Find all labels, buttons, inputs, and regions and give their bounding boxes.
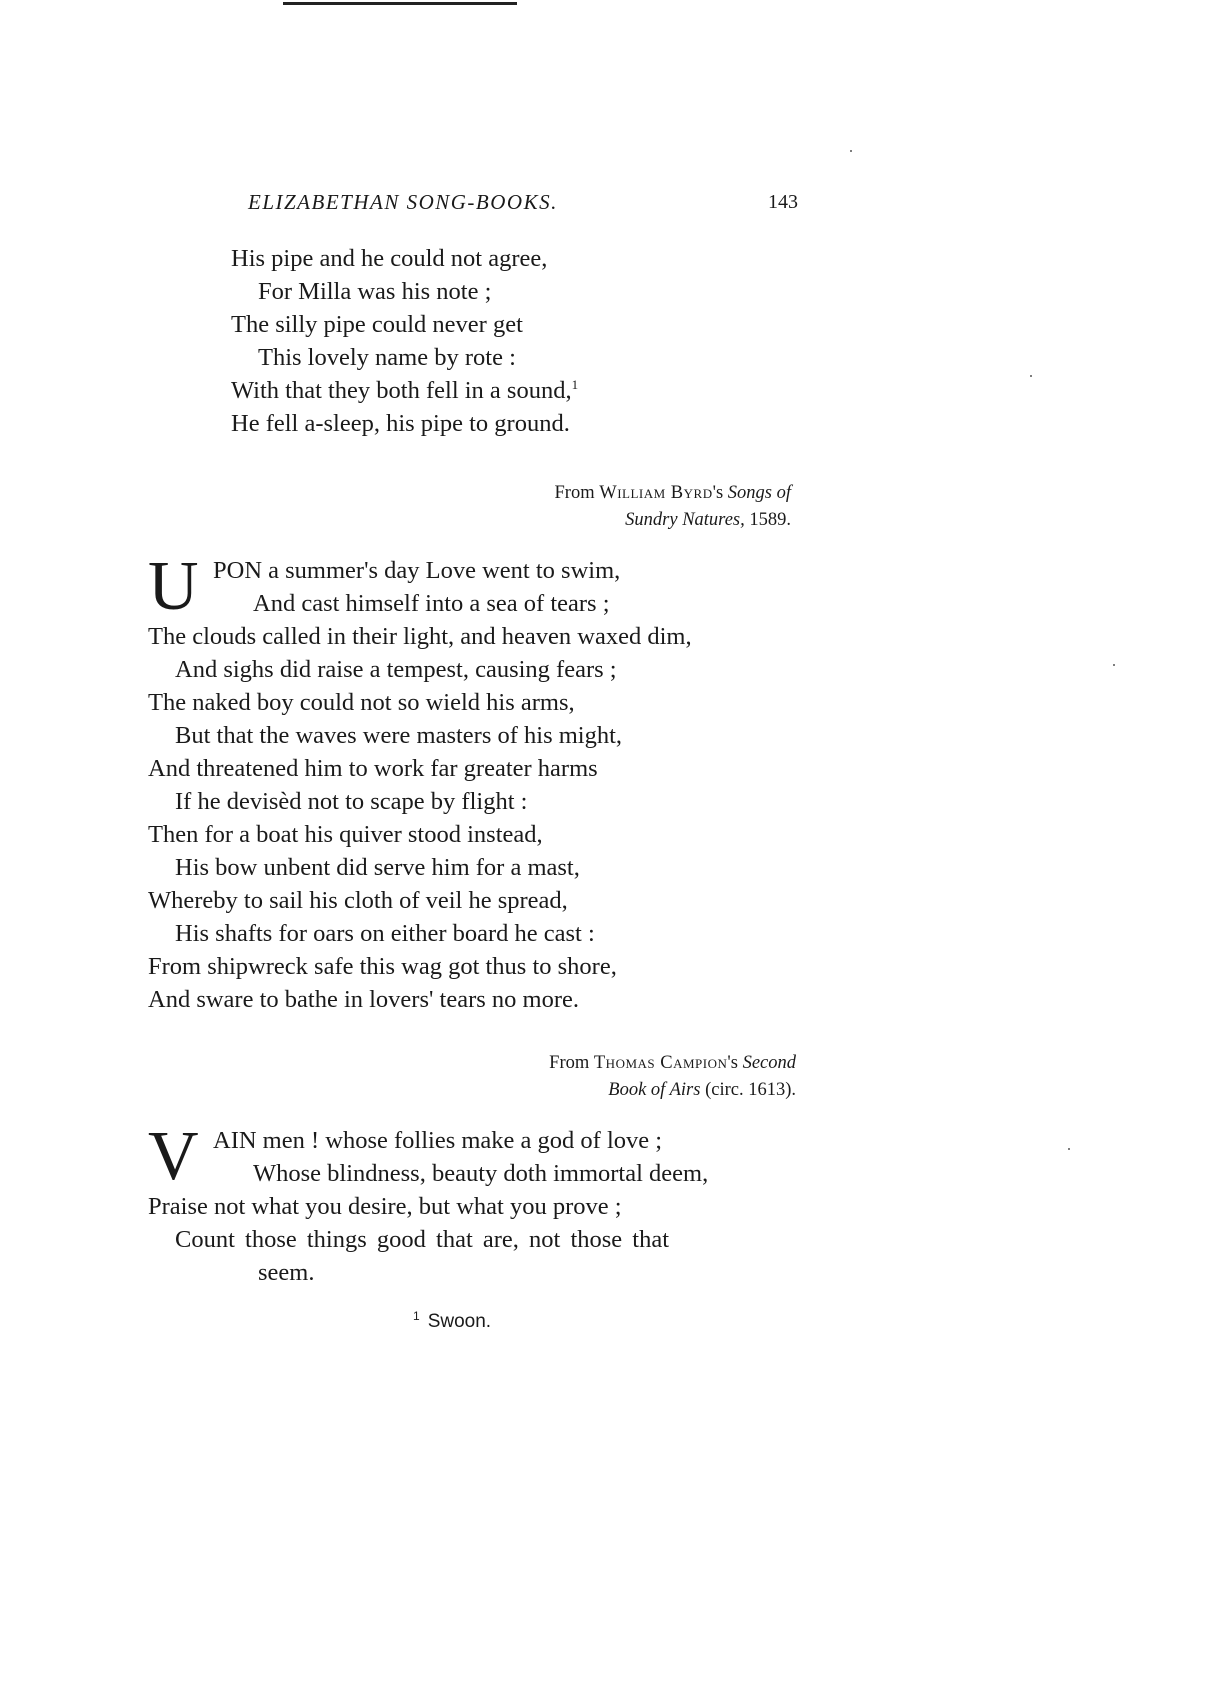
verse-line: PON a summer's day Love went to swim, <box>213 557 621 584</box>
source-line <box>555 480 791 507</box>
verse-line: For Milla was his note ; <box>258 278 492 305</box>
verse-line: And sware to bathe in lovers' tears no more. <box>148 986 579 1013</box>
footnote <box>413 1308 492 1333</box>
verse-line <box>148 1223 708 1256</box>
verse-line <box>231 374 578 407</box>
verse-line: If he devisèd not to scape by flight : <box>175 788 528 815</box>
footnote-mark: 1 <box>413 1308 420 1323</box>
verse-line: The clouds called in their light, and heaven waxed dim, <box>148 623 692 650</box>
source-from: From <box>554 483 595 503</box>
footnote-text: Swoon. <box>427 1311 492 1332</box>
drop-cap: U <box>148 548 199 625</box>
source-attribution-byrd <box>555 480 791 534</box>
source-from: From <box>549 1053 590 1073</box>
verse-line: This lovely name by rote : <box>258 344 516 371</box>
running-head <box>248 190 798 220</box>
verse-line: Praise not what you desire, but what you prove ; <box>148 1193 622 1220</box>
page-number: 143 <box>768 191 798 213</box>
verse-line-text: With that they both fell in a sound, <box>231 377 572 404</box>
verse-line: His bow unbent did serve him for a mast, <box>175 854 580 881</box>
source-year: 1589. <box>749 510 791 530</box>
source-work: Book of Airs <box>608 1080 701 1100</box>
source-author: William Byrd <box>599 483 713 503</box>
poem-2 <box>148 548 692 1016</box>
source-line <box>555 507 791 534</box>
verse-line: Whose blindness, beauty doth immortal deem, <box>253 1160 709 1187</box>
source-date: (circ. 1613). <box>705 1080 796 1100</box>
top-rule <box>283 2 517 5</box>
page-speck <box>850 150 852 152</box>
footnote-reference: 1 <box>571 376 579 392</box>
verse-line: But that the waves were masters of his might, <box>175 722 623 749</box>
page-speck <box>1113 664 1115 666</box>
poem-3 <box>148 1118 709 1289</box>
page-speck <box>1068 1148 1070 1150</box>
verse-line: And cast himself into a sea of tears ; <box>253 590 610 617</box>
page-speck <box>1030 375 1032 377</box>
source-work: Songs of <box>727 483 791 503</box>
source-line <box>549 1077 796 1104</box>
verse-line: Whereby to sail his cloth of veil he spread, <box>148 887 568 914</box>
source-work: Second <box>742 1053 796 1073</box>
verse-line: And sighs did raise a tempest, causing fears ; <box>175 656 617 683</box>
verse-line: Then for a boat his quiver stood instead, <box>148 821 543 848</box>
verse-line: From shipwreck safe this wag got thus to shore, <box>148 953 617 980</box>
verse-line: His shafts for oars on either board he cast : <box>175 920 595 947</box>
verse-line: He fell a-sleep, his pipe to ground. <box>231 410 570 437</box>
poem-1 <box>231 242 578 440</box>
source-possessive: 's <box>727 1053 738 1073</box>
verse-line: And threatened him to work far greater harms <box>148 755 598 782</box>
verse-line: The silly pipe could never get <box>231 311 523 338</box>
running-title: ELIZABETHAN SONG-BOOKS. <box>248 190 558 214</box>
source-attribution-campion <box>549 1050 796 1104</box>
verse-line: The naked boy could not so wield his arms, <box>148 689 575 716</box>
verse-line-text: Count those things good that are, not those that <box>175 1226 670 1253</box>
source-author: Thomas Campion <box>593 1053 728 1073</box>
source-work: Sundry Natures, <box>625 510 745 530</box>
verse-line: AIN men ! whose follies make a god of love ; <box>213 1127 663 1154</box>
source-possessive: 's <box>712 483 724 503</box>
verse-line: seem. <box>258 1259 315 1286</box>
drop-cap: V <box>148 1118 199 1195</box>
verse-line: His pipe and he could not agree, <box>231 245 548 272</box>
source-line <box>549 1050 796 1077</box>
